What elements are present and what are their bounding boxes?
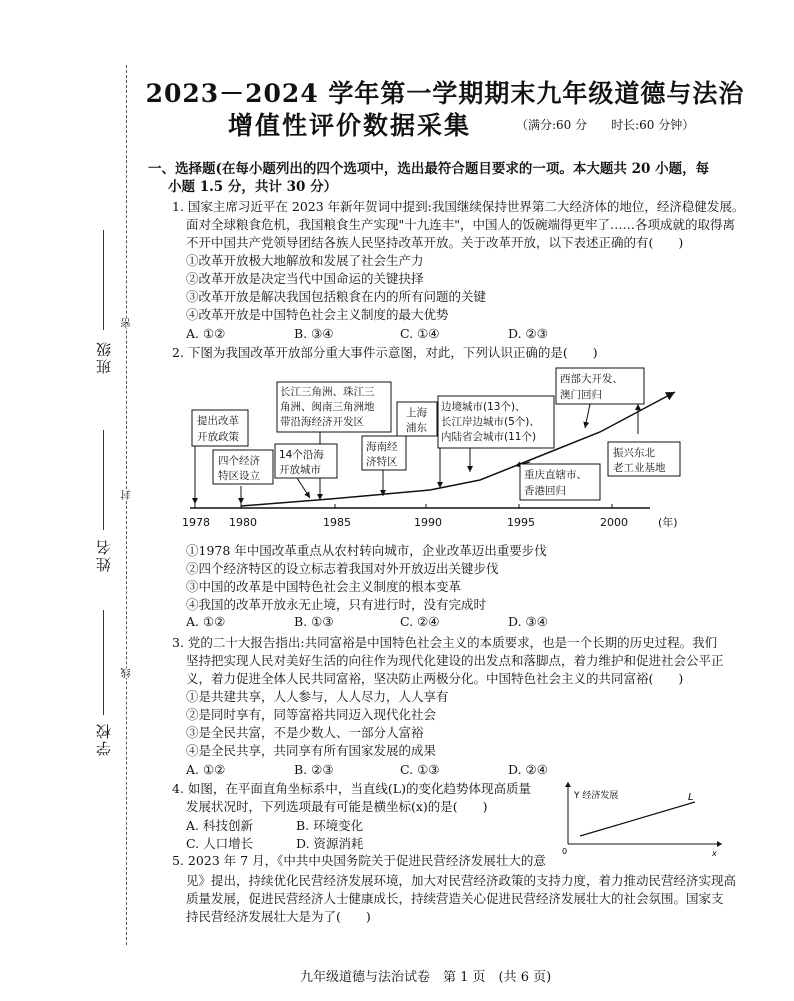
q1-item: ④改革开放是中国特色社会主义制度的最大优势 <box>186 307 449 322</box>
score-info: （满分:60 分 时长:60 分钟） <box>516 118 695 132</box>
q1-option-c[interactable]: C. ①④ <box>400 326 440 341</box>
event-west-macau: 西部大开发、 <box>560 373 623 385</box>
year-tick: 1990 <box>414 516 442 529</box>
event-delta-zones: 角洲、闽南三角洲地 <box>280 401 375 413</box>
q3-item: ②是同时享有，同等富裕共同迈入现代化社会 <box>186 707 437 722</box>
q4-stem-cont: 发展状况时，下列选项最有可能是横坐标(x)的是( ) <box>186 799 488 814</box>
q3-option-b[interactable]: B. ②③ <box>294 762 334 777</box>
q4-option-b[interactable]: B. 环境变化 <box>296 818 364 833</box>
page-footer: 九年级道德与法治试卷 第 1 页 (共 6 页) <box>300 970 552 985</box>
x-axis-label: x <box>712 849 717 858</box>
q5-stem-cont: 见》提出，持续优化民营经济发展环境，加大对民营经济政策的支持力度，着力推动民营经济实现高 <box>186 873 737 888</box>
class-blank[interactable] <box>103 230 104 330</box>
reform-timeline-figure <box>180 362 725 542</box>
event-pudong: 浦东 <box>406 422 427 434</box>
q3-option-c[interactable]: C. ①③ <box>400 762 440 777</box>
q2-item: ②四个经济特区的设立标志着我国对外开放迈出关键步伐 <box>186 561 499 576</box>
seal-mark-feng: 封 <box>122 490 133 500</box>
q3-option-d[interactable]: D. ②④ <box>508 762 548 777</box>
event-delta-zones: 带沿海经济开发区 <box>280 416 364 428</box>
year-tick: 1978 <box>182 516 210 529</box>
event-reform-policy: 开放政策 <box>197 431 239 443</box>
year-tick: 1980 <box>229 516 257 529</box>
q2-option-d[interactable]: D. ③④ <box>508 614 548 629</box>
q2-item: ④我国的改革开放永无止境，只有进行时，没有完成时 <box>186 597 487 612</box>
seal-mark-xian: 线 <box>122 668 133 678</box>
q3-item: ①是共建共享，人人参与，人人尽力，人人享有 <box>186 689 449 704</box>
event-pudong: 上海 <box>406 407 427 419</box>
q4-coordinate-graph <box>560 778 730 858</box>
axis-unit: (年) <box>658 516 678 529</box>
q2-item: ③中国的改革是中国特色社会主义制度的根本变革 <box>186 579 462 594</box>
event-hainan: 海南经 <box>366 441 398 453</box>
event-open-cities: 长江岸边城市(5个)、 <box>441 416 540 428</box>
name-blank[interactable] <box>103 430 104 530</box>
year-tick: 2000 <box>600 516 628 529</box>
event-four-sez: 四个经济 <box>218 455 260 467</box>
q3-stem: 3. 党的二十大报告指出:共同富裕是中国特色社会主义的本质要求，也是一个长期的历史过程。我们 <box>172 635 718 650</box>
y-axis-label: Y 经济发展 <box>574 791 619 801</box>
q1-option-b[interactable]: B. ③④ <box>294 326 334 341</box>
q4-option-c[interactable]: C. 人口增长 <box>186 836 254 851</box>
q2-stem: 2. 下图为我国改革开放部分重大事件示意图，对此，下列认识正确的是( ) <box>172 345 598 360</box>
q2-option-a[interactable]: A. ①② <box>186 614 226 629</box>
event-chongqing-hk: 重庆直辖市、 <box>524 469 587 481</box>
section-heading-cont: 小题 1.5 分，共计 30 分） <box>168 179 338 195</box>
school-label: 学校 <box>95 722 113 756</box>
event-open-cities: 边境城市(13个)、 <box>441 401 526 413</box>
q5-stem-cont: 持民营经济发展壮大是为了( ) <box>186 909 371 924</box>
event-west-macau: 澳门回归 <box>560 389 602 401</box>
event-northeast: 振兴东北 <box>613 447 655 459</box>
event-reform-policy: 提出改革 <box>197 415 239 427</box>
q1-stem: 1. 国家主席习近平在 2023 年新年贺词中提到:我国继续保持世界第二大经济体的地位，经济稳健发展。 <box>172 199 745 214</box>
class-label: 班级 <box>95 340 113 374</box>
q1-item: ②改革开放是决定当代中国命运的关键抉择 <box>186 271 424 286</box>
origin-label: 0 <box>562 847 568 856</box>
event-chongqing-hk: 香港回归 <box>524 485 566 497</box>
seal-mark-mi: 密 <box>122 318 133 328</box>
event-delta-zones: 长江三角洲、珠江三 <box>280 386 375 398</box>
q4-option-d[interactable]: D. 资源消耗 <box>296 836 364 851</box>
q1-stem-cont: 面对全球粮食危机，我国粮食生产实现"十九连丰"，中国人的饭碗端得更牢了……各项成就的取得离 <box>186 217 736 232</box>
q5-stem-cont: 质量发展，促进民营经济人士健康成长，持续营造关心促进民营经济发展壮大的社会氛围。国家支 <box>186 891 724 906</box>
exam-title-line1: 2023－2024 学年第一学期期末九年级道德与法治 <box>145 79 745 108</box>
q1-item: ③改革开放是解决我国包括粮食在内的所有问题的关键 <box>186 289 487 304</box>
name-label: 姓名 <box>95 538 113 572</box>
event-14-cities: 开放城市 <box>279 464 321 476</box>
year-tick: 1995 <box>507 516 535 529</box>
line-l-label: L <box>688 792 694 803</box>
q2-option-c[interactable]: C. ②④ <box>400 614 440 629</box>
q5-stem: 5. 2023 年 7 月，《中共中央国务院关于促进民营经济发展壮大的意 <box>172 853 546 868</box>
q2-item: ①1978 年中国改革重点从农村转向城市，企业改革迈出重要步伐 <box>186 543 547 558</box>
event-northeast: 老工业基地 <box>613 462 666 474</box>
q1-option-d[interactable]: D. ②③ <box>508 326 548 341</box>
q1-stem-cont: 不开中国共产党领导团结各族人民坚持改革开放。关于改革开放，以下表述正确的有( ) <box>186 235 684 250</box>
event-14-cities: 14个沿海 <box>279 449 324 461</box>
exam-title-line2: 增值性评价数据采集 <box>228 111 472 140</box>
event-four-sez: 特区设立 <box>218 470 260 482</box>
q4-option-a[interactable]: A. 科技创新 <box>186 818 253 833</box>
section-heading: 一、选择题(在每小题列出的四个选项中，选出最符合题目要求的一项。本大题共 20 小题，每 <box>148 161 710 177</box>
q3-item: ④是全民共享，共同享有所有国家发展的成果 <box>186 743 437 758</box>
q1-option-a[interactable]: A. ①② <box>186 326 226 341</box>
q3-stem-cont: 义，着力促进全体人民共同富裕，坚决防止两极分化。中国特色社会主义的共同富裕( ) <box>186 671 684 686</box>
q4-stem: 4. 如图，在平面直角坐标系中，当直线(L)的变化趋势体现高质量 <box>172 781 531 796</box>
q3-option-a[interactable]: A. ①② <box>186 762 226 777</box>
year-tick: 1985 <box>323 516 351 529</box>
q3-stem-cont: 坚持把实现人民对美好生活的向往作为现代化建设的出发点和落脚点，着力维护和促进社会公平正 <box>186 653 724 668</box>
event-open-cities: 内陆省会城市(11个) <box>441 431 537 443</box>
q3-item: ③是全民共富，不是少数人、一部分人富裕 <box>186 725 424 740</box>
binding-line <box>126 65 127 945</box>
school-blank[interactable] <box>103 610 104 715</box>
q1-item: ①改革开放极大地解放和发展了社会生产力 <box>186 253 424 268</box>
event-hainan: 济特区 <box>366 456 398 468</box>
line-l <box>580 802 695 836</box>
q2-option-b[interactable]: B. ①③ <box>294 614 334 629</box>
